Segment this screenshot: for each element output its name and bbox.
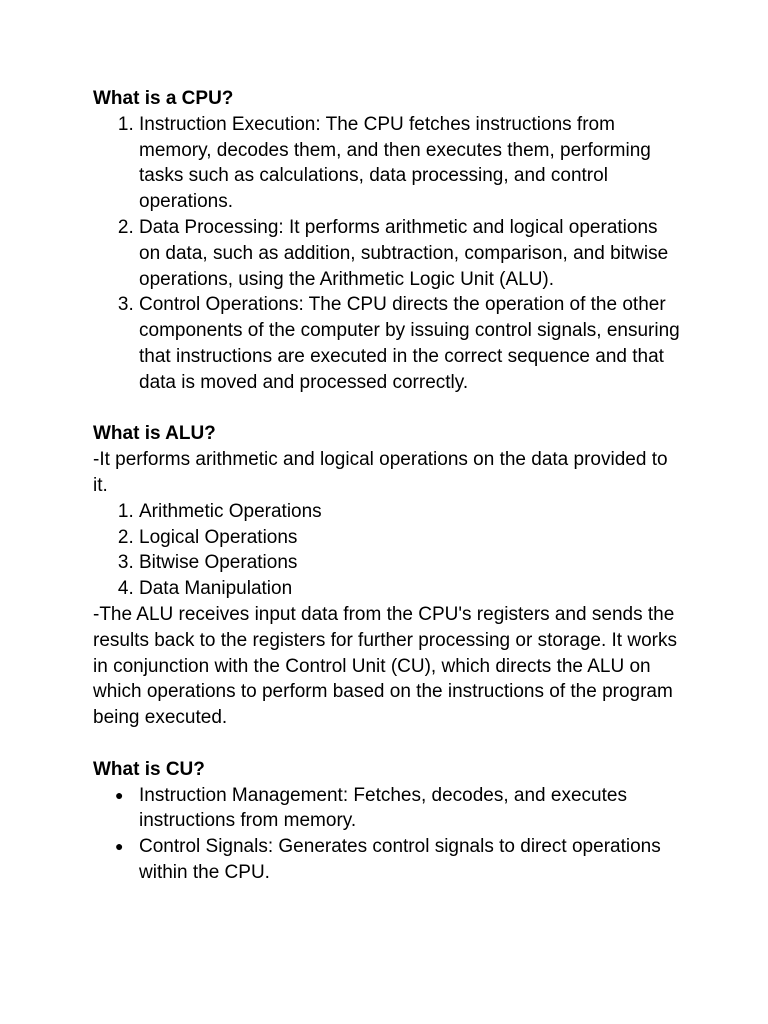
cpu-heading: What is a CPU? [93, 88, 234, 109]
cpu-list [93, 112, 683, 396]
alu-list-item: 4. Data Manipulation [139, 576, 683, 602]
cpu-list-item: 3. Control Operations: The CPU directs the operation of the other components of the computer by issuing control signals, ensuring that instructions are executed in the correct sequence and that data is moved and processed correctly. [139, 292, 683, 395]
cpu-list-item: 2. Data Processing: It performs arithmetic and logical operations on data, such as addition, subtraction, comparison, and bitwise operations, using the Arithmetic Logic Unit (ALU). [139, 215, 683, 292]
cu-list-item [115, 834, 683, 886]
cu-list-item-text: Control Signals: Generates control signals to direct operations within the CPU. [139, 836, 661, 883]
document-page [93, 86, 683, 886]
bullet-icon: ● [115, 838, 124, 855]
alu-intro: -It performs arithmetic and logical operations on the data provided to it. [93, 449, 668, 496]
alu-list-item: 3. Bitwise Operations [139, 550, 683, 576]
cu-list [93, 783, 683, 886]
section-spacer [93, 731, 683, 757]
alu-list-item: 1. Arithmetic Operations [139, 499, 683, 525]
bullet-icon: ● [115, 786, 124, 803]
cu-list-item [115, 783, 683, 835]
section-spacer [93, 396, 683, 422]
cu-list-item-text: Instruction Management: Fetches, decodes, and executes instructions from memory. [139, 784, 627, 832]
cpu-list-item: 1. Instruction Execution: The CPU fetches instructions from memory, decodes them, and then executes them, performing tasks such as calculations, data processing, and control operations. [139, 112, 683, 215]
cu-heading: What is CU? [93, 758, 205, 780]
alu-list-item: 2. Logical Operations [139, 525, 683, 551]
alu-outro: -The ALU receives input data from the CPU's registers and sends the results back to the registers for further processing or storage. It works in conjunction with the Control Unit (CU), which directs the ALU on which operations to perform based on the instructions of the program being executed. [93, 603, 677, 729]
alu-list [93, 499, 683, 602]
alu-heading: What is ALU? [93, 423, 216, 445]
